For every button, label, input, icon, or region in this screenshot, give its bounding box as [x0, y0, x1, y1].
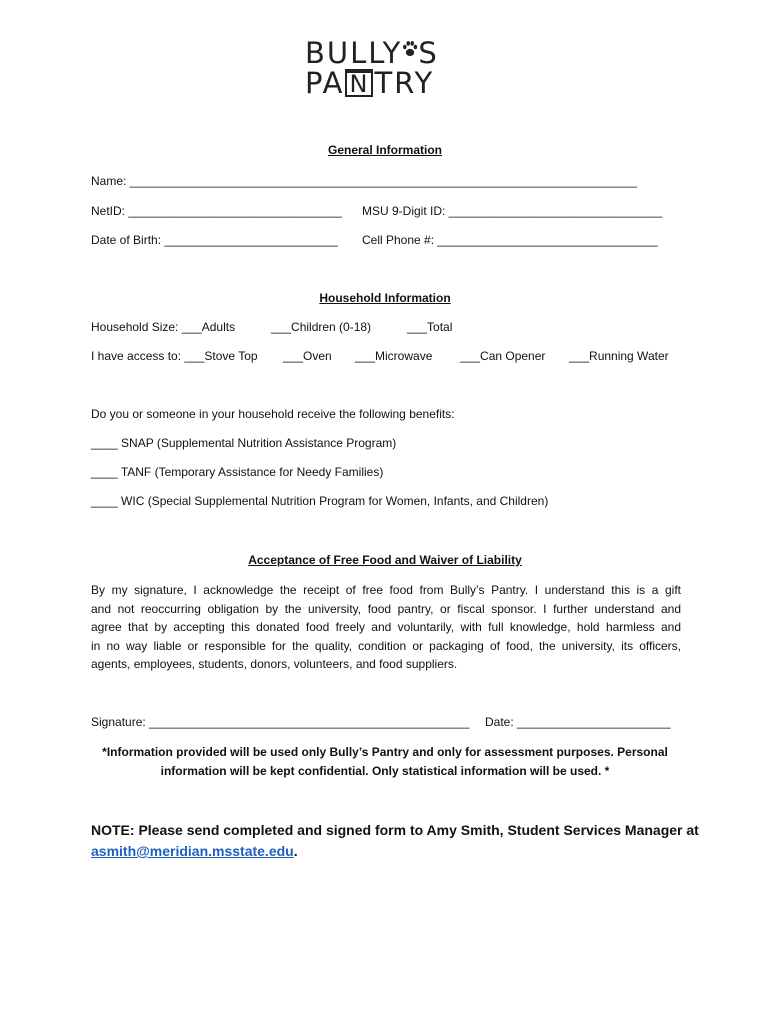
benefits-question: Do you or someone in your household receive the following benefits: — [91, 407, 455, 421]
benefit-tanf-field[interactable]: ____ TANF (Temporary Assistance for Needy Families) — [91, 465, 384, 479]
cell-phone-field[interactable]: Cell Phone #: _________________________________ — [362, 233, 658, 247]
privacy-notice-line-1: *Information provided will be used only Bully’s Pantry and only for assessment purposes. Personal — [102, 745, 668, 759]
benefit-wic-field[interactable]: ____ WIC (Special Supplemental Nutrition Program for Women, Infants, and Children) — [91, 494, 549, 508]
paw-print-icon — [402, 40, 418, 58]
submission-note-text: NOTE: Please send completed and signed form to Amy Smith, Student Services Manager at — [91, 822, 699, 838]
waiver-paragraph — [91, 581, 681, 674]
contact-email-link[interactable]: asmith@meridian.msstate.edu — [91, 843, 294, 859]
waiver-line: agents, employees, students, donors, volunteers, and food suppliers. — [91, 657, 458, 671]
logo-line-2: PA N TRY — [305, 66, 435, 100]
access-stove-top-field[interactable]: I have access to: ___Stove Top — [91, 349, 258, 363]
access-oven-field[interactable]: ___Oven — [283, 349, 332, 363]
privacy-notice-line-2: information will be kept confidential. Only statistical information will be used. * — [160, 764, 610, 778]
access-microwave-field[interactable]: ___Microwave — [355, 349, 433, 363]
waiver-line: in no way liable or responsible for the quality, condition or packaging of food, the university, its officers, — [91, 638, 681, 653]
privacy-notice — [0, 743, 770, 781]
waiver-line: agree that by accepting this donated food freely and voluntarily, with full knowledge, hold harmless and — [91, 620, 681, 634]
benefit-snap-field[interactable]: ____ SNAP (Supplemental Nutrition Assistance Program) — [91, 436, 397, 450]
waiver-line: By my signature, I acknowledge the receipt of free food from Bully’s Pantry. I understand this is a gift — [91, 583, 681, 597]
signature-date-field[interactable]: Date: _______________________ — [485, 715, 671, 729]
household-information-heading: Household Information — [319, 291, 451, 305]
submission-note: NOTE: Please send completed and signed form to Amy Smith, Student Services Manager at asmith@meridian.msstate.edu. — [91, 820, 711, 862]
logo-boxed-letter: N — [345, 69, 373, 97]
msu-id-field[interactable]: MSU 9-Digit ID: ________________________________ — [362, 204, 663, 218]
date-of-birth-field[interactable]: Date of Birth: __________________________ — [91, 233, 338, 247]
logo-line-1: BULLY S — [305, 36, 439, 70]
household-total-field[interactable]: ___Total — [407, 320, 453, 334]
general-information-heading: General Information — [327, 143, 443, 157]
signature-field[interactable]: Signature: ________________________________________________ — [91, 715, 470, 729]
household-adults-field[interactable]: Household Size: ___Adults — [91, 320, 236, 334]
waiver-heading: Acceptance of Free Food and Waiver of Liability — [248, 553, 522, 567]
waiver-line: and not reoccurring obligation by the university, food pantry, or fiscal sponsor. I further understand and — [91, 601, 681, 616]
netid-field[interactable]: NetID: ________________________________ — [91, 204, 342, 218]
bullys-pantry-logo — [305, 38, 465, 108]
name-field[interactable]: Name: ____________________________________________________________________________ — [91, 174, 637, 188]
household-children-field[interactable]: ___Children (0-18) — [271, 320, 372, 334]
access-running-water-field[interactable]: ___Running Water — [569, 349, 669, 363]
access-can-opener-field[interactable]: ___Can Opener — [460, 349, 546, 363]
